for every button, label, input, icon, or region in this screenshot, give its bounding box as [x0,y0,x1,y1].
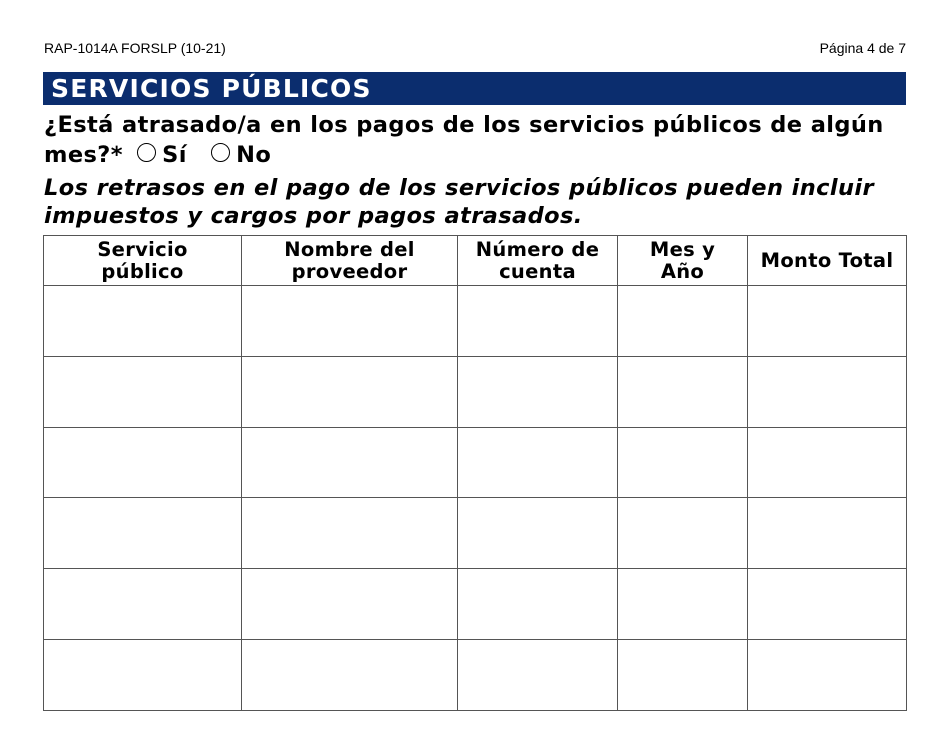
col-header-monto: Monto Total [748,236,907,286]
table-cell-input[interactable] [44,569,242,640]
table-cell-input[interactable] [242,569,458,640]
table-cell-input[interactable] [748,286,907,357]
table-cell-input[interactable] [618,427,748,498]
option-yes-label: Sí [162,142,187,168]
table-cell-input[interactable] [44,639,242,710]
table-cell-input[interactable] [242,286,458,357]
table-cell-input[interactable] [44,427,242,498]
col-header-cuenta: Número de cuenta [458,236,618,286]
table-cell-input[interactable] [458,569,618,640]
table-cell-input[interactable] [242,356,458,427]
instruction-note: Los retrasos en el pago de los servicios públicos pueden incluir impuestos y cargos por pagos atrasados. [44,175,875,229]
col-header-mes-ano: Mes y Año [618,236,748,286]
table-cell-input[interactable] [44,286,242,357]
option-no[interactable] [205,140,271,170]
option-yes[interactable] [131,140,187,170]
table-cell-input[interactable] [618,286,748,357]
radio-yes[interactable] [137,143,156,162]
col-header-servicio: Servicio público [44,236,242,286]
utilities-table [43,235,907,711]
table-cell-input[interactable] [44,356,242,427]
question-row [44,110,914,170]
table-cell-input[interactable] [748,356,907,427]
table-cell-input[interactable] [748,498,907,569]
table-cell-input[interactable] [458,286,618,357]
question-text: ¿Está atrasado/a en los pagos de los servicios públicos de algún mes?* [44,112,884,168]
table-cell-input[interactable] [242,639,458,710]
radio-no[interactable] [211,143,230,162]
table-cell-input[interactable] [618,356,748,427]
table-row [44,286,907,357]
table-row [44,356,907,427]
table-cell-input[interactable] [618,569,748,640]
table-cell-input[interactable] [748,569,907,640]
section-title: SERVICIOS PÚBLICOS [43,72,906,105]
form-id: RAP-1014A FORSLP (10-21) [44,40,226,56]
table-row [44,498,907,569]
table-header-row [44,236,907,286]
table-cell-input[interactable] [242,498,458,569]
table-cell-input[interactable] [458,639,618,710]
table-cell-input[interactable] [618,498,748,569]
table-row [44,639,907,710]
table-cell-input[interactable] [458,356,618,427]
table-cell-input[interactable] [748,639,907,710]
col-header-proveedor: Nombre del proveedor [242,236,458,286]
table-cell-input[interactable] [748,427,907,498]
table-row [44,569,907,640]
table-cell-input[interactable] [44,498,242,569]
table-row [44,427,907,498]
table-cell-input[interactable] [458,427,618,498]
table-cell-input[interactable] [618,639,748,710]
table-cell-input[interactable] [458,498,618,569]
page-number: Página 4 de 7 [819,40,906,56]
table-cell-input[interactable] [242,427,458,498]
option-no-label: No [236,142,272,168]
